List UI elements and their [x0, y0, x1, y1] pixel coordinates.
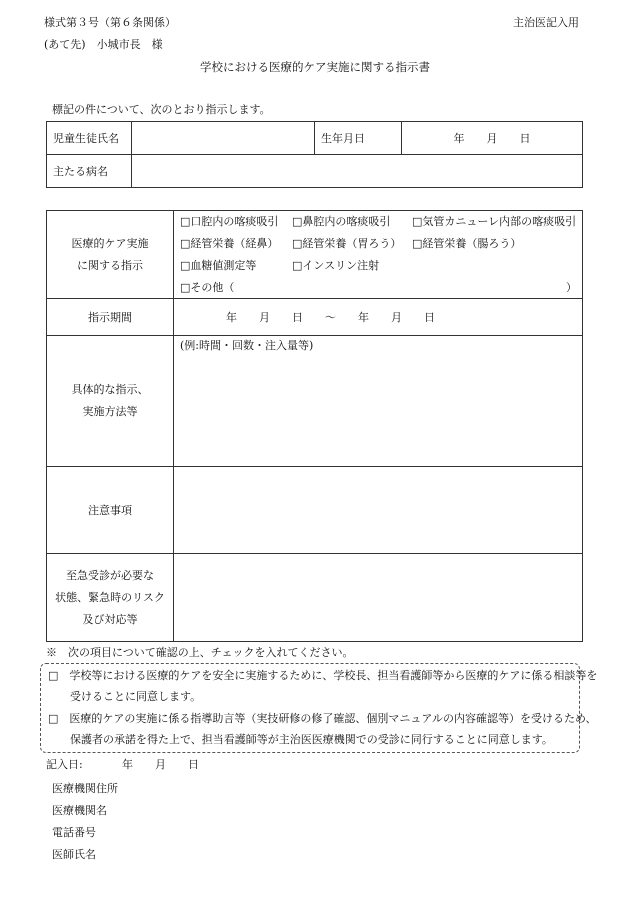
care-options-cell	[174, 211, 583, 299]
option-nasal-suction[interactable]: □鼻腔内の喀痰吸引	[292, 214, 391, 228]
page-title: 学校における医療的ケア実施に関する指示書	[200, 60, 430, 74]
birthdate-value: 年 月 日	[453, 132, 531, 145]
student-name-field[interactable]	[132, 122, 315, 155]
form-number: 様式第３号（第６条関係）	[44, 16, 176, 29]
student-info-table	[46, 121, 583, 188]
option-other-close: ）	[566, 280, 577, 294]
care-instruction-table	[46, 210, 583, 642]
phone-label: 電話番号	[52, 826, 96, 839]
confirm-item1[interactable]: □ 学校等における医療的ケアを安全に実施するために、学校長、担当看護師等から医療的ケアに係る相談等を	[48, 669, 598, 682]
note-right: 主治医記入用	[513, 16, 579, 29]
caution-field[interactable]	[174, 467, 583, 554]
option-oral-suction[interactable]: □口腔内の喀痰吸引	[180, 214, 279, 228]
option-tube-intestinal[interactable]: □経管栄養（腸ろう）	[412, 236, 522, 250]
option-blood-glucose[interactable]: □血糖値測定等	[180, 258, 257, 272]
confirm-item2-cont: 保護者の承諾を得た上で、担当看護師等が主治医医療機関での受診に同行することに同意します。	[70, 733, 553, 746]
emergency-label-line2: 状態、緊急時のリスク	[55, 590, 165, 604]
intro-text: 標記の件について、次のとおり指示します。	[52, 103, 271, 116]
option-tube-nasal[interactable]: □経管栄養（経鼻）	[180, 236, 279, 250]
disease-field[interactable]	[132, 155, 583, 188]
specific-example: (例:時間・回数・注入量等)	[180, 339, 314, 352]
confirm-item2[interactable]: □ 医療的ケアの実施に係る指導助言等（実技研修の修了確認、個別マニュアルの内容確認等）を受けるため、	[48, 712, 597, 725]
disease-label: 主たる病名	[47, 155, 132, 188]
addressee: (あて先) 小城市長 様	[44, 38, 163, 51]
emergency-field[interactable]	[174, 554, 583, 642]
birthdate-label: 生年月日	[315, 122, 402, 155]
specific-label-line2: 実施方法等	[82, 405, 138, 418]
institution-name-label: 医療機関名	[52, 804, 107, 817]
care-label-line1: 医療的ケア実施	[71, 236, 149, 250]
student-name-label: 児童生徒氏名	[47, 122, 132, 155]
specific-field[interactable]	[174, 336, 583, 467]
date-value[interactable]: 年 月 日	[122, 758, 199, 771]
period-field[interactable]	[174, 299, 583, 336]
option-tracheal-suction[interactable]: □気管カニューレ内部の喀痰吸引	[412, 214, 577, 228]
confirm-item1-cont: 受けることに同意します。	[70, 690, 202, 703]
period-label: 指示期間	[47, 299, 174, 336]
emergency-label-line1: 至急受診が必要な	[66, 568, 154, 582]
date-label: 記入日:	[46, 758, 83, 771]
birthdate-field[interactable]	[402, 122, 583, 155]
care-label-line2: に関する指示	[77, 258, 143, 272]
institution-address-label: 医療機関住所	[52, 782, 118, 795]
emergency-label-cell	[47, 554, 174, 642]
confirm-note: ※ 次の項目について確認の上、チェックを入れてください。	[46, 646, 354, 659]
care-label-cell	[47, 211, 174, 299]
specific-label-cell	[47, 336, 174, 467]
option-tube-gastro[interactable]: □経管栄養（胃ろう）	[292, 236, 402, 250]
option-other[interactable]: □その他（	[180, 280, 235, 294]
option-insulin[interactable]: □インスリン注射	[292, 258, 380, 272]
specific-label-line1: 具体的な指示、	[71, 383, 149, 396]
period-value: 年 月 日 ～ 年 月 日	[226, 311, 435, 324]
caution-label: 注意事項	[47, 467, 174, 554]
emergency-label-line3: 及び対応等	[82, 612, 138, 626]
doctor-name-label: 医師氏名	[52, 848, 96, 861]
